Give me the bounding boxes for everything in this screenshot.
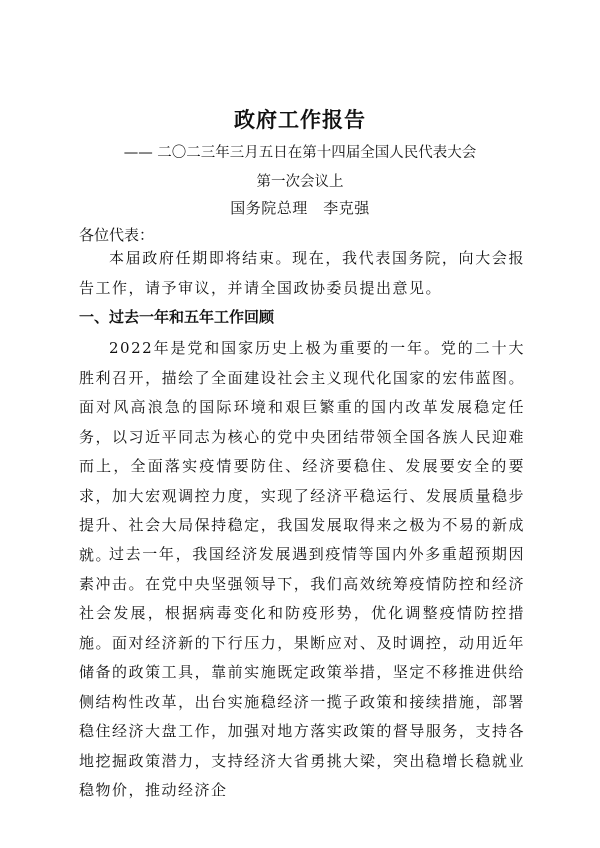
paragraph-past-year: 过去一年，我国经济发展遇到疫情等国内外多重超预期因素冲击。在党中央坚强领导下，我们高效统筹疫情防控和经济社会发展，根据病毒变化和防疫形势，优化调整疫情防控措施。面对经济新的下行压力，果断应对、及时调控，动用近年储备的政策工具，靠前实施既定政策举措，坚定不移推进供给侧结构性改革，出台实施稳经济一揽子政策和接续措施，部署稳住经济大盘工作，加强对地方落实政策的督导服务，支持各地挖掘政策潜力，支持经济大省勇挑大梁，突出稳增长稳就业稳物价，推动经济企 bbox=[79, 545, 525, 799]
document-title: 政府工作报告 bbox=[234, 107, 366, 132]
salutation: 各位代表： bbox=[79, 226, 155, 244]
document-subtitle-line2: 第一次会议上 bbox=[256, 174, 344, 190]
document-subtitle-line1: —— 二〇二三年三月五日在第十四届全国人民代表大会 bbox=[123, 145, 477, 161]
paragraph-2022: 2022年是党和国家历史上极为重要的一年。党的二十大胜利召开，描绘了全面建设社会主义现代化国家的宏伟蓝图。面对风高浪急的国际环境和艰巨繁重的国内改革发展稳定任务，以习近平同志为核心的党中央团结带领全国各族人民迎难而上，全面落实疫情要防住、经济要稳住、发展要安全的要求，加大宏观调控力度，实现了经济平稳运行、发展质量稳步提升、社会大局保持稳定，我国发展取得来之极为不易的新成就。 bbox=[79, 339, 525, 564]
document-author: 国务院总理 李克强 bbox=[230, 199, 370, 217]
intro-paragraph: 本届政府任期即将结束。现在，我代表国务院，向大会报告工作，请予审议，并请全国政协委员提出意见。 bbox=[79, 249, 525, 297]
section-heading: 一、过去一年和五年工作回顾 bbox=[79, 308, 275, 326]
